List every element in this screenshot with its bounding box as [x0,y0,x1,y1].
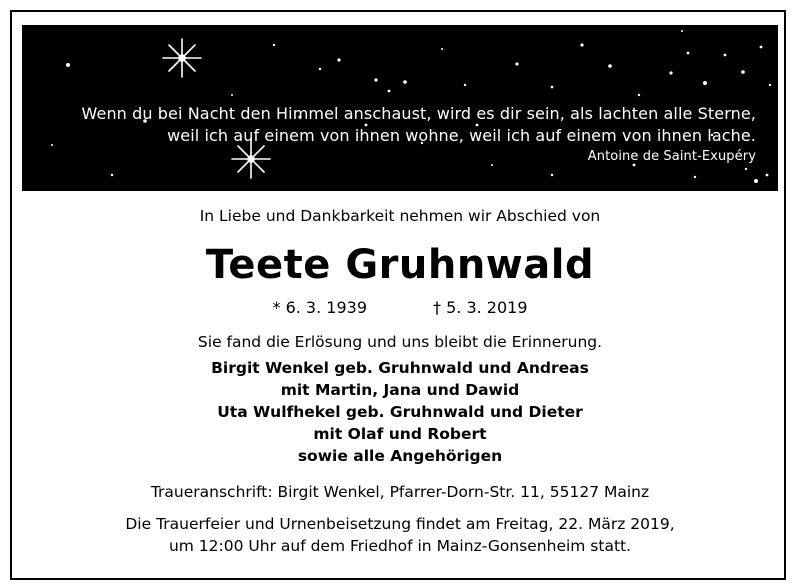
family-line: Uta Wulfhekel geb. Gruhnwald und Dieter [217,403,583,421]
family-line: sowie alle Angehörigen [297,447,503,465]
birth-date: * 6. 3. 1939 [272,298,367,317]
quote-line-2: weil ich auf einem von ihnen wohne, weil ich auf einem von ihnen lache. [167,126,756,145]
deceased-name: Teete Gruhnwald [205,242,595,288]
quote-block [82,103,756,167]
closing-text: Sie fand die Erlösung und uns bleibt die Erinnerung. [197,333,603,351]
obituary-notice [10,10,786,580]
death-date: † 5. 3. 2019 [433,298,528,317]
ceremony-info [12,513,788,557]
night-sky-image [22,25,778,191]
life-dates [12,297,788,319]
ceremony-line-2: um 12:00 Uhr auf dem Friedhof in Mainz-Gonsenheim statt. [168,537,632,555]
family-list [12,357,788,467]
notice-body [12,202,788,557]
family-line: mit Martin, Jana und Dawid [280,381,520,399]
quote-author: Antoine de Saint-Exupéry [587,149,756,164]
family-line: Birgit Wenkel geb. Gruhnwald und Andreas [211,359,589,377]
quote-line-1: Wenn du bei Nacht den Himmel anschaust, wird es dir sein, als lachten alle Sterne, [81,104,756,123]
ceremony-line-1: Die Trauerfeier und Urnenbeisetzung findet am Freitag, 22. März 2019, [125,515,675,533]
family-line: mit Olaf und Robert [313,425,487,443]
mourning-address: Traueranschrift: Birgit Wenkel, Pfarrer-Dorn-Str. 11, 55127 Mainz [150,483,650,501]
intro-text: In Liebe und Dankbarkeit nehmen wir Abschied von [199,207,601,225]
sparkle-star [163,39,201,77]
